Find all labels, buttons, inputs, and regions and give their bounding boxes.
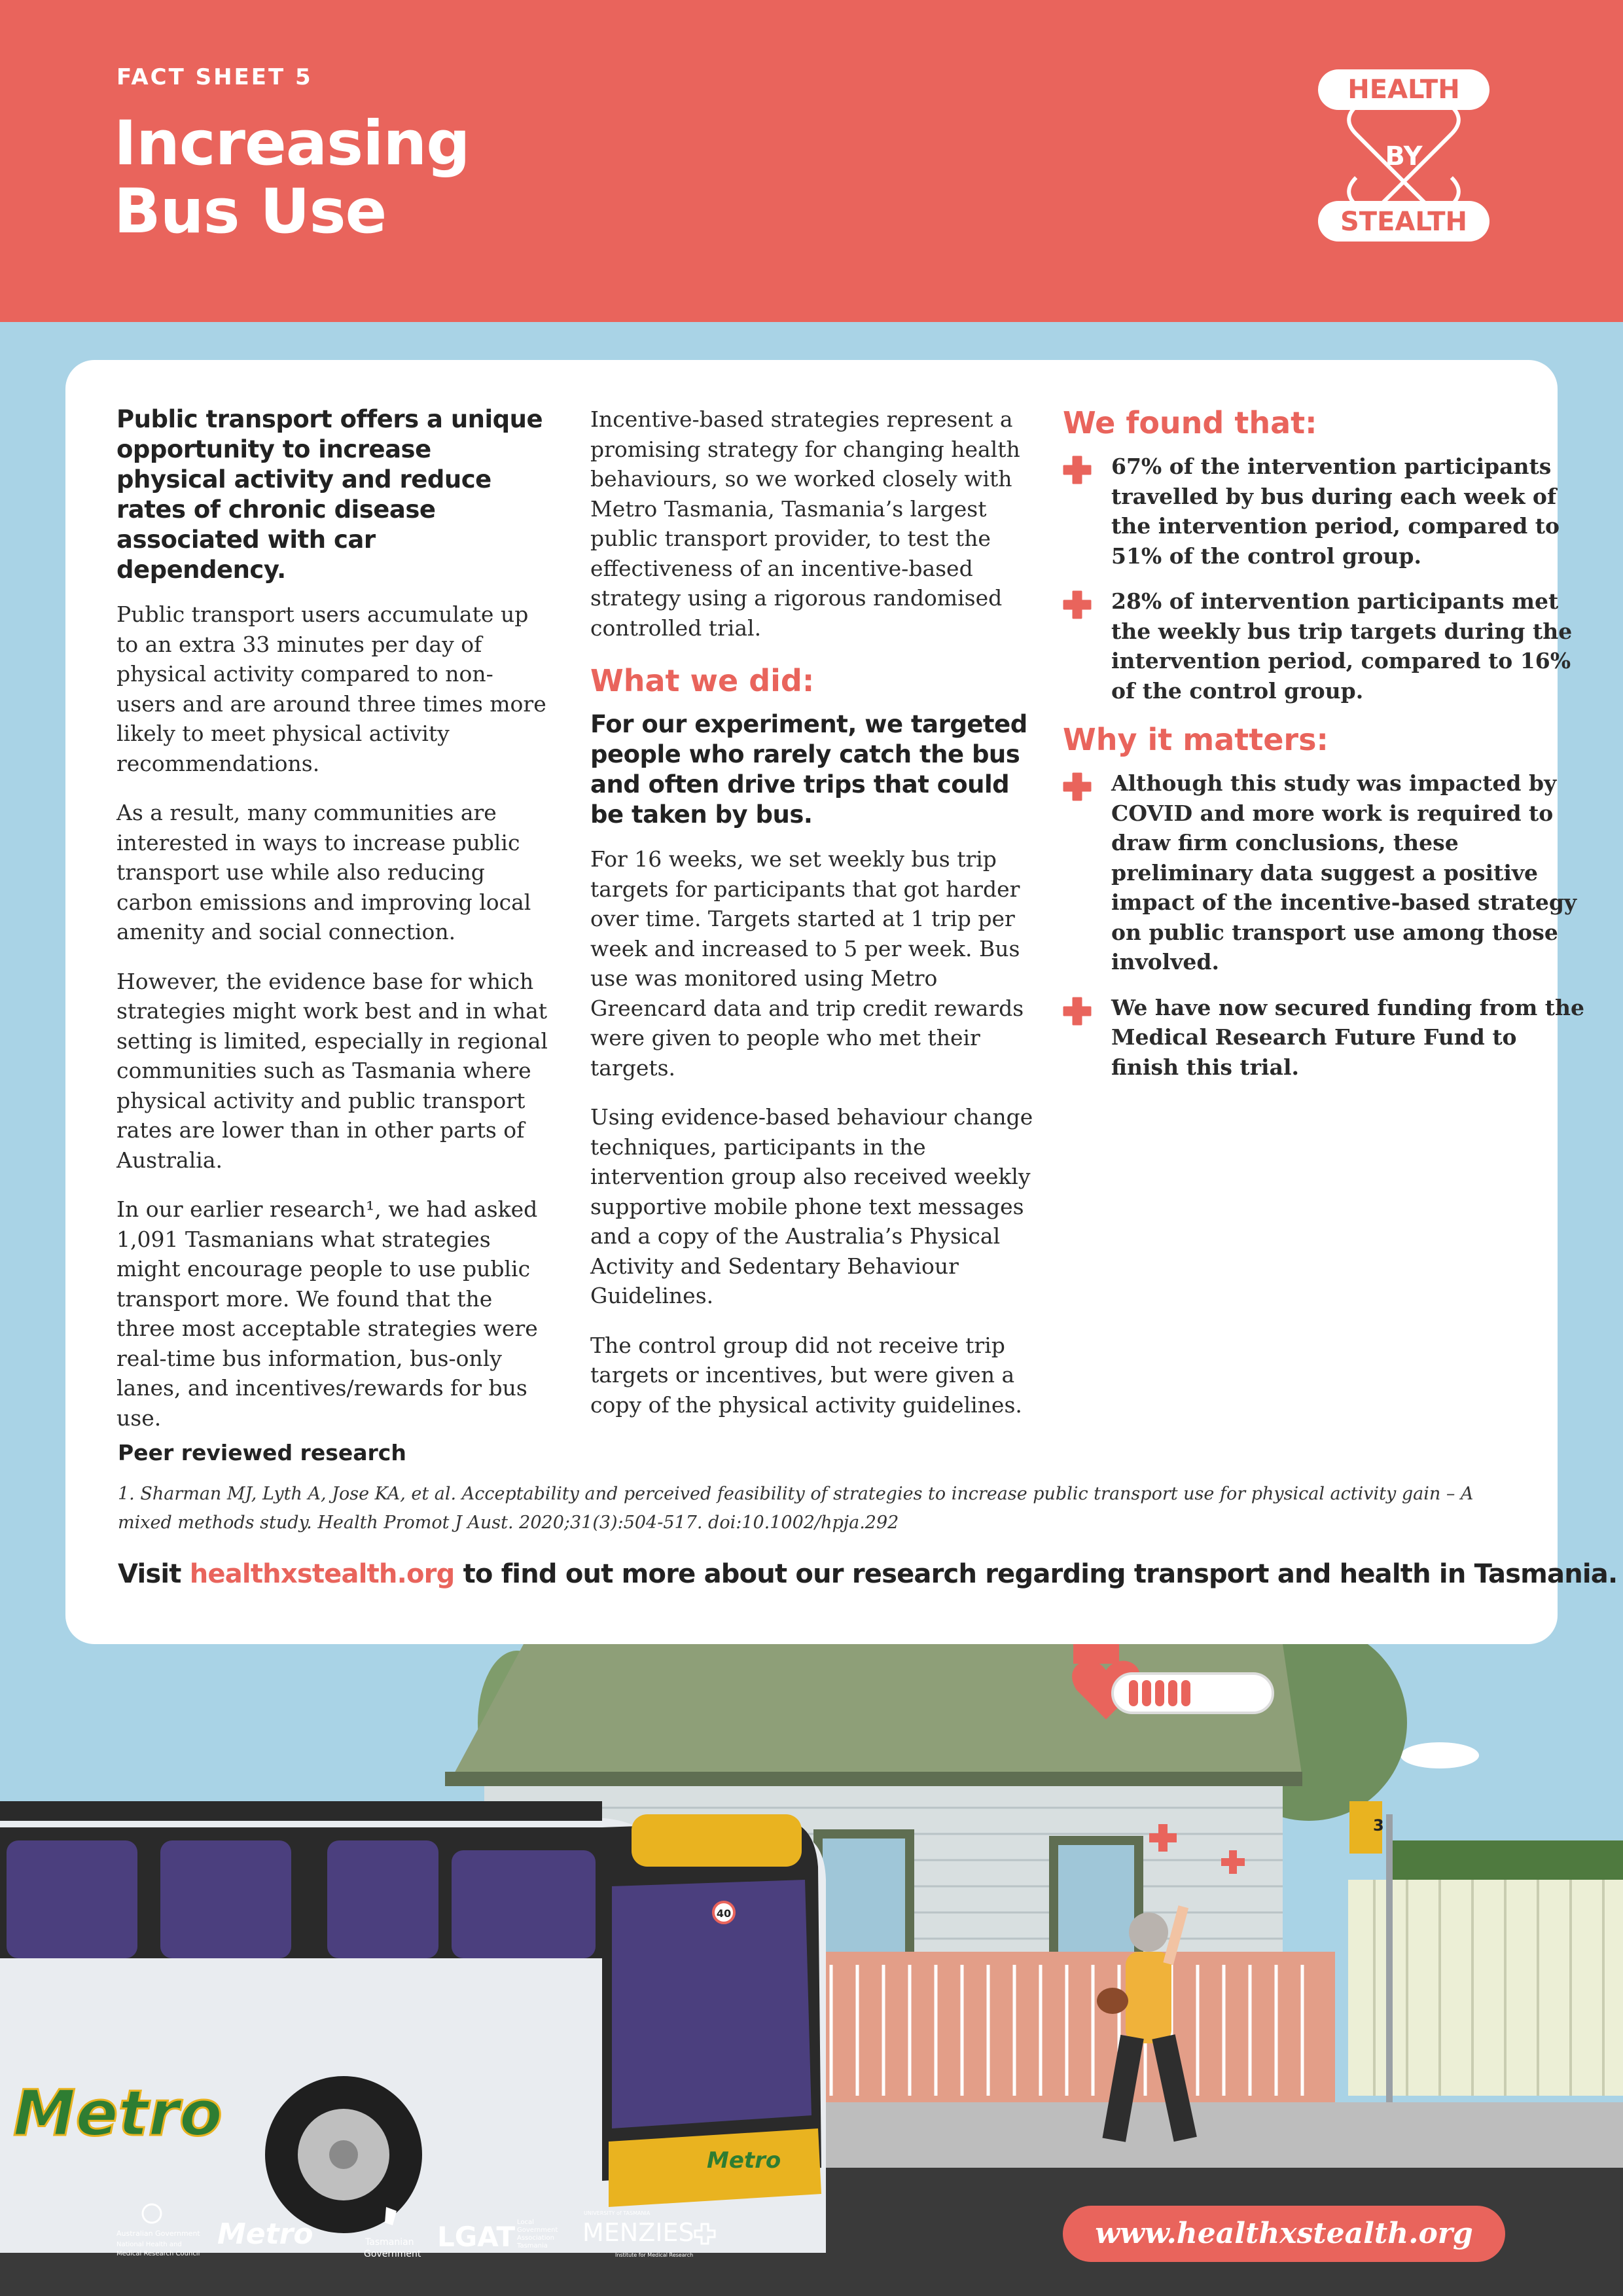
metro-bus	[0, 1801, 826, 2253]
reference-citation: 1. Sharman MJ, Lyth A, Jose KA, et al. Acceptability and perceived feasibility of strategies to increase public transport use for physical activity gain – A mixed methods study. Health Promot J Aust. 2020;31(3):504-517. doi:10.1002/hpja.292	[118, 1484, 1474, 1533]
why-it-matters-heading: Why it matters:	[1063, 722, 1329, 757]
title-line-2: Bus Use	[114, 176, 387, 247]
visit-line	[118, 1559, 1618, 1589]
partner-logos	[111, 2202, 740, 2267]
col1-paragraph-4: In our earlier research¹, we had asked 1,091 Tasmanians what strategies might encourage people to use public transport more. We found that the three most acceptable strategies were real-time bus information, bus-only lanes, and incentives/rewards for bus use.	[116, 1196, 538, 1431]
tas-logo-line-1: Tasmanian	[365, 2237, 414, 2248]
plus-cross-icon	[1063, 456, 1092, 484]
matters-text: Although this study was impacted by COVID and more work is required to draw firm conclusions, these preliminary data suggest a positive impact of the incentive-based strategy on public transport use among those involved.	[1111, 770, 1577, 975]
what-we-did-heading: What we did:	[590, 663, 815, 698]
title-line-1: Increasing	[114, 108, 470, 179]
page-title	[114, 110, 470, 246]
website-link[interactable]: healthxstealth.org	[189, 1559, 455, 1589]
col2-paragraph-3: Using evidence-based behaviour change techniques, participants in the intervention group also received weekly supportive mobile phone text messages and a copy of the Australia’s Physical Activity and Sedentary Behaviour Guidelines.	[590, 1104, 1033, 1308]
gov-logo-line-1: Australian Government	[116, 2229, 200, 2238]
lgat-logo	[437, 2219, 558, 2253]
tasmanian-government-logo	[364, 2207, 421, 2259]
finding-text: 28% of intervention participants met the weekly bus trip targets during the intervention period, compared to 16% of the control group.	[1111, 588, 1573, 704]
peer-reviewed-heading: Peer reviewed research	[118, 1440, 406, 1465]
front-fence	[812, 1952, 1335, 2102]
finding-text: 67% of the intervention participants travelled by bus during each week of the intervention period, compared to 51% of the control group.	[1111, 454, 1560, 569]
street-illustration	[0, 1644, 1623, 2296]
matters-item	[1063, 768, 1586, 977]
content-card	[65, 360, 1618, 1644]
col2-paragraph-1: Incentive-based strategies represent a promising strategy for changing health behaviours, so we worked closely with Metro Tasmania, Tasmania’s largest public transport provider, to test the effectiveness of an incentive-based strategy using a rigorous randomised controlled trial.	[590, 406, 1020, 641]
bus-side-brand: Metro	[13, 2077, 223, 2150]
column-3	[1063, 404, 1586, 1098]
col1-paragraph-2: As a result, many communities are interested in ways to increase public transport use while also reducing carbon emissions and improving local amenity and social connection.	[116, 800, 531, 944]
lgat-logo-text: LGAT	[437, 2221, 516, 2253]
finding-item	[1063, 586, 1586, 706]
menzies-logo-text: MENZIES	[582, 2218, 694, 2247]
column-1	[116, 404, 548, 1452]
col1-paragraph-1: Public transport users accumulate up to an extra 33 minutes per day of physical activity compared to non-users and are around three times more likely to meet physical activity recommendations.	[116, 601, 546, 776]
menzies-logo-top: UNIVERSITY of TASMANIA	[584, 2210, 651, 2216]
health-by-stealth-logo	[1315, 65, 1492, 245]
col2-paragraph-2: For 16 weeks, we set weekly bus trip targets for participants that got harder over time. Targets started at 1 trip per week and increased to 5 per week. Bus use was monitored using Metro Greencard data and trip credit rewards were given to people who met their targets.	[590, 846, 1024, 1081]
experiment-lead: For our experiment, we targeted people who rarely catch the bus and often drive trips that could be taken by bus.	[590, 710, 1027, 829]
lgat-logo-sub-3: Association	[517, 2234, 554, 2242]
finding-item	[1063, 452, 1586, 571]
metro-logo: Metro	[217, 2217, 313, 2251]
footer-url-button[interactable]: www.healthxstealth.org	[1063, 2206, 1505, 2262]
logo-text-health: HEALTH	[1347, 75, 1460, 105]
menzies-logo	[582, 2210, 715, 2258]
visit-suffix: to find out more about our research regarding transport and health in Tasmania.	[454, 1559, 1618, 1589]
gov-logo-line-3: Medical Research Council	[116, 2250, 200, 2257]
menzies-logo-sub: Institute for Medical Research	[615, 2252, 694, 2258]
lgat-logo-sub-1: Local	[517, 2219, 534, 2226]
tas-logo-line-2: Government	[364, 2249, 421, 2259]
visit-prefix: Visit	[118, 1559, 190, 1589]
header-banner	[0, 0, 1623, 322]
logo-text-by: BY	[1385, 141, 1423, 171]
gov-logo-line-2: National Health and	[116, 2241, 182, 2248]
plus-cross-icon	[1063, 997, 1092, 1026]
we-found-heading: We found that:	[1063, 405, 1317, 440]
lgat-logo-sub-2: Government	[517, 2227, 558, 2234]
col1-paragraph-3: However, the evidence base for which strategies might work best and in what setting is limited, especially in regional communities such as Tasmania where physical activity and public transport rates are lower than in other parts of Australia.	[116, 968, 548, 1173]
matters-text: We have now secured funding from the Medical Research Future Fund to finish this trial.	[1111, 994, 1584, 1080]
logo-text-stealth: STEALTH	[1340, 207, 1468, 237]
bus-stop-pole	[1386, 1814, 1393, 2102]
chimney	[1073, 1644, 1119, 1664]
australian-government-nhmrc-logo	[116, 2204, 200, 2257]
matters-item	[1063, 993, 1586, 1083]
fact-sheet-label: FACT SHEET 5	[116, 64, 313, 90]
bus-front-brand: Metro	[707, 2147, 781, 2174]
column-2	[590, 404, 1042, 1439]
intro-lead: Public transport offers a unique opportunity to increase physical activity and reduce rates of chronic disease associated with car dependency.	[116, 405, 543, 584]
col2-paragraph-4: The control group did not receive trip targets or incentives, but were given a copy of the physical activity guidelines.	[590, 1332, 1022, 1418]
peer-reviewed-section	[118, 1440, 1505, 1537]
gutter	[445, 1772, 1302, 1786]
plus-cross-icon	[1063, 590, 1092, 619]
cloud	[1400, 1742, 1479, 1768]
bus-stop-number: 3	[1373, 1816, 1384, 1835]
speed-sign-text: 40	[716, 1907, 732, 1920]
plus-cross-icon	[1063, 772, 1092, 801]
lgat-logo-sub-4: Tasmania	[517, 2242, 548, 2250]
